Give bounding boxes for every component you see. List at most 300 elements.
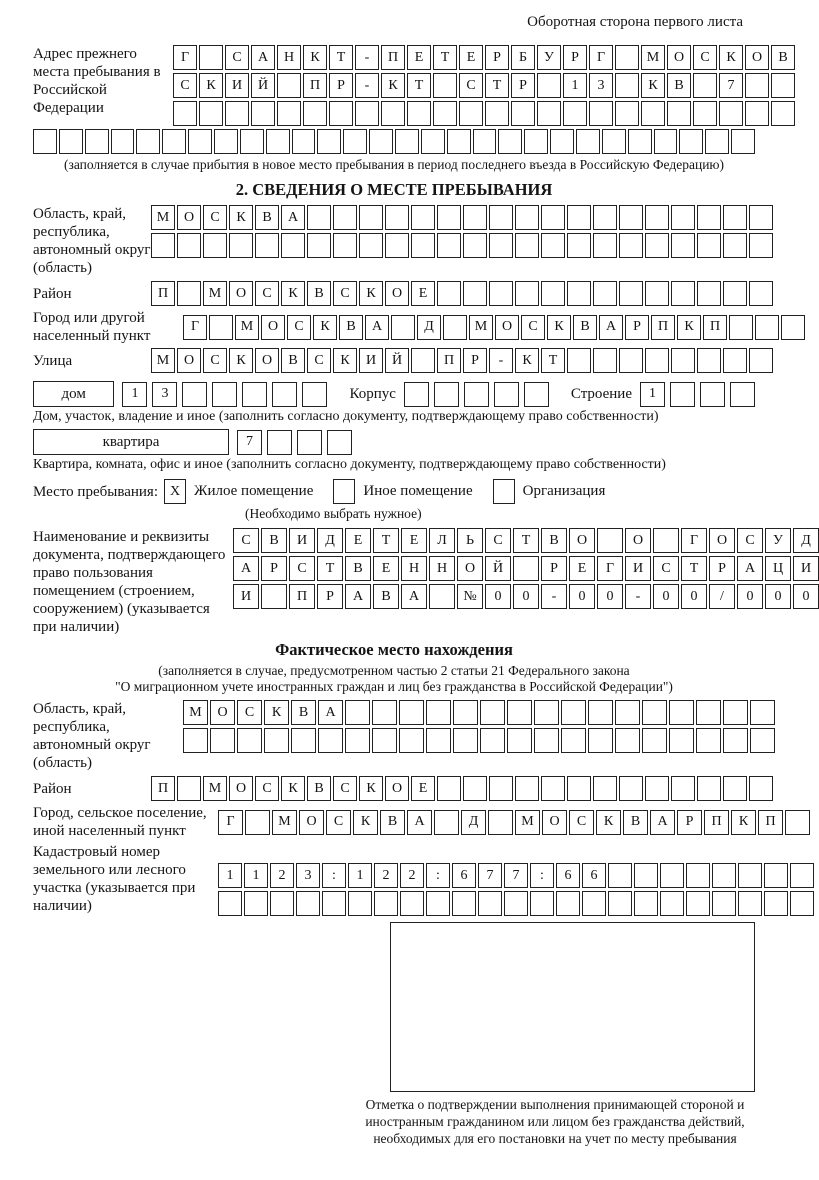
char-box[interactable] [437, 205, 461, 230]
char-box[interactable]: О [385, 281, 409, 306]
char-box[interactable]: 0 [597, 584, 623, 609]
char-box[interactable] [489, 233, 513, 258]
char-box[interactable]: А [737, 556, 763, 581]
char-box[interactable]: Е [345, 528, 371, 553]
char-box[interactable] [749, 281, 773, 306]
char-box[interactable]: В [380, 810, 405, 835]
char-box[interactable] [749, 776, 773, 801]
char-box[interactable] [453, 700, 478, 725]
char-box[interactable] [359, 233, 383, 258]
char-box[interactable] [199, 101, 223, 126]
char-box[interactable]: О [177, 348, 201, 373]
char-box[interactable]: В [307, 281, 331, 306]
char-box[interactable] [494, 382, 519, 407]
char-box[interactable] [218, 891, 242, 916]
char-box[interactable] [524, 129, 548, 154]
char-box[interactable] [151, 233, 175, 258]
char-box[interactable]: К [677, 315, 701, 340]
char-box[interactable]: - [541, 584, 567, 609]
char-box[interactable] [447, 129, 471, 154]
char-box[interactable] [593, 776, 617, 801]
char-box[interactable]: С [255, 776, 279, 801]
char-box[interactable] [567, 776, 591, 801]
char-box[interactable]: С [693, 45, 717, 70]
char-box[interactable]: Г [218, 810, 243, 835]
char-box[interactable]: У [537, 45, 561, 70]
char-box[interactable] [429, 584, 455, 609]
char-box[interactable] [485, 101, 509, 126]
char-box[interactable] [719, 101, 743, 126]
char-box[interactable] [209, 315, 233, 340]
char-box[interactable]: И [625, 556, 651, 581]
char-box[interactable]: И [289, 528, 315, 553]
char-box[interactable]: Е [569, 556, 595, 581]
char-box[interactable] [593, 233, 617, 258]
char-box[interactable]: К [229, 348, 253, 373]
char-box[interactable] [369, 129, 393, 154]
char-box[interactable]: Н [277, 45, 301, 70]
char-box[interactable] [266, 129, 290, 154]
char-box[interactable] [723, 205, 747, 230]
char-box[interactable] [411, 348, 435, 373]
char-box[interactable] [524, 382, 549, 407]
char-box[interactable] [723, 700, 748, 725]
char-box[interactable]: 0 [569, 584, 595, 609]
char-box[interactable] [693, 101, 717, 126]
char-box[interactable]: В [345, 556, 371, 581]
char-box[interactable] [541, 205, 565, 230]
char-box[interactable] [426, 728, 451, 753]
char-box[interactable]: С [459, 73, 483, 98]
char-box[interactable] [229, 233, 253, 258]
char-box[interactable]: К [281, 776, 305, 801]
char-box[interactable] [790, 863, 814, 888]
char-box[interactable] [463, 233, 487, 258]
char-box[interactable]: Е [401, 528, 427, 553]
char-box[interactable]: - [355, 45, 379, 70]
char-box[interactable] [478, 891, 502, 916]
char-box[interactable] [588, 700, 613, 725]
char-box[interactable]: Н [429, 556, 455, 581]
char-box[interactable]: Р [541, 556, 567, 581]
char-box[interactable] [671, 776, 695, 801]
char-box[interactable] [697, 776, 721, 801]
char-box[interactable]: 3 [152, 382, 177, 407]
char-box[interactable] [696, 728, 721, 753]
char-box[interactable] [693, 73, 717, 98]
char-box[interactable]: 0 [681, 584, 707, 609]
char-box[interactable]: О [457, 556, 483, 581]
char-box[interactable]: С [255, 281, 279, 306]
char-box[interactable]: К [353, 810, 378, 835]
char-box[interactable] [619, 233, 643, 258]
char-box[interactable]: А [251, 45, 275, 70]
char-box[interactable]: С [173, 73, 197, 98]
char-box[interactable] [433, 73, 457, 98]
char-box[interactable]: Ь [457, 528, 483, 553]
char-box[interactable]: 0 [513, 584, 539, 609]
char-box[interactable] [277, 73, 301, 98]
char-box[interactable] [333, 233, 357, 258]
char-box[interactable] [404, 382, 429, 407]
char-box[interactable] [322, 891, 346, 916]
char-box[interactable] [619, 348, 643, 373]
char-box[interactable]: П [303, 73, 327, 98]
char-box[interactable] [267, 430, 292, 455]
char-box[interactable] [372, 728, 397, 753]
char-box[interactable] [489, 281, 513, 306]
char-box[interactable]: В [623, 810, 648, 835]
char-box[interactable] [764, 863, 788, 888]
char-box[interactable]: С [485, 528, 511, 553]
char-box[interactable] [563, 101, 587, 126]
char-box[interactable]: Е [411, 281, 435, 306]
char-box[interactable]: Б [511, 45, 535, 70]
char-box[interactable]: О [177, 205, 201, 230]
char-box[interactable] [372, 700, 397, 725]
char-box[interactable] [619, 281, 643, 306]
char-box[interactable]: О [495, 315, 519, 340]
char-box[interactable] [463, 205, 487, 230]
char-box[interactable]: 2 [374, 863, 398, 888]
char-box[interactable] [421, 129, 445, 154]
char-box[interactable] [730, 382, 755, 407]
char-box[interactable] [576, 129, 600, 154]
char-box[interactable]: Т [373, 528, 399, 553]
char-box[interactable]: - [625, 584, 651, 609]
char-box[interactable]: Д [417, 315, 441, 340]
char-box[interactable]: В [541, 528, 567, 553]
char-box[interactable]: Р [625, 315, 649, 340]
char-box[interactable] [385, 205, 409, 230]
char-box[interactable] [515, 776, 539, 801]
char-box[interactable]: К [333, 348, 357, 373]
char-box[interactable] [272, 382, 297, 407]
char-box[interactable] [567, 205, 591, 230]
char-box[interactable] [464, 382, 489, 407]
char-box[interactable] [459, 101, 483, 126]
char-box[interactable] [667, 101, 691, 126]
char-box[interactable] [434, 382, 459, 407]
char-box[interactable]: А [281, 205, 305, 230]
char-box[interactable] [345, 728, 370, 753]
char-box[interactable]: Г [589, 45, 613, 70]
char-box[interactable] [550, 129, 574, 154]
char-box[interactable] [671, 205, 695, 230]
char-box[interactable]: Р [317, 584, 343, 609]
char-box[interactable]: О [229, 281, 253, 306]
char-box[interactable] [281, 233, 305, 258]
char-box[interactable] [513, 556, 539, 581]
char-box[interactable]: П [758, 810, 783, 835]
char-box[interactable] [242, 382, 267, 407]
char-box[interactable] [785, 810, 810, 835]
char-box[interactable] [749, 348, 773, 373]
char-box[interactable]: В [291, 700, 316, 725]
char-box[interactable]: Ц [765, 556, 791, 581]
char-box[interactable] [588, 728, 613, 753]
char-box[interactable]: Т [317, 556, 343, 581]
char-box[interactable] [619, 776, 643, 801]
char-box[interactable]: О [299, 810, 324, 835]
char-box[interactable]: П [381, 45, 405, 70]
char-box[interactable] [593, 281, 617, 306]
char-box[interactable]: С [521, 315, 545, 340]
char-box[interactable]: № [457, 584, 483, 609]
char-box[interactable] [400, 891, 424, 916]
char-box[interactable] [296, 891, 320, 916]
char-box[interactable]: О [569, 528, 595, 553]
char-box[interactable]: К [313, 315, 337, 340]
char-box[interactable] [723, 776, 747, 801]
char-box[interactable] [329, 101, 353, 126]
char-box[interactable]: 7 [504, 863, 528, 888]
char-box[interactable] [261, 584, 287, 609]
char-box[interactable]: П [703, 315, 727, 340]
char-box[interactable]: Д [461, 810, 486, 835]
char-box[interactable] [771, 73, 795, 98]
char-box[interactable]: Р [485, 45, 509, 70]
char-box[interactable] [642, 700, 667, 725]
char-box[interactable]: 0 [765, 584, 791, 609]
char-box[interactable] [473, 129, 497, 154]
char-box[interactable] [395, 129, 419, 154]
char-box[interactable]: К [731, 810, 756, 835]
char-box[interactable] [541, 776, 565, 801]
char-box[interactable] [203, 233, 227, 258]
char-box[interactable] [634, 891, 658, 916]
char-box[interactable] [212, 382, 237, 407]
char-box[interactable]: 1 [563, 73, 587, 98]
char-box[interactable]: Р [261, 556, 287, 581]
char-box[interactable] [407, 101, 431, 126]
stay-type-checkbox-residential[interactable]: X [164, 479, 186, 504]
char-box[interactable] [381, 101, 405, 126]
char-box[interactable] [790, 891, 814, 916]
char-box[interactable]: П [151, 281, 175, 306]
char-box[interactable]: С [653, 556, 679, 581]
char-box[interactable] [399, 728, 424, 753]
char-box[interactable] [745, 73, 769, 98]
char-box[interactable] [515, 233, 539, 258]
char-box[interactable]: С [307, 348, 331, 373]
char-box[interactable] [177, 776, 201, 801]
char-box[interactable] [700, 382, 725, 407]
char-box[interactable]: Т [407, 73, 431, 98]
char-box[interactable] [225, 101, 249, 126]
char-box[interactable] [615, 728, 640, 753]
char-box[interactable] [781, 315, 805, 340]
char-box[interactable] [642, 728, 667, 753]
char-box[interactable] [645, 205, 669, 230]
char-box[interactable]: К [596, 810, 621, 835]
char-box[interactable] [177, 281, 201, 306]
char-box[interactable] [541, 281, 565, 306]
char-box[interactable] [251, 101, 275, 126]
char-box[interactable]: М [183, 700, 208, 725]
char-box[interactable] [671, 281, 695, 306]
char-box[interactable]: О [210, 700, 235, 725]
char-box[interactable] [240, 129, 264, 154]
char-box[interactable] [214, 129, 238, 154]
char-box[interactable] [111, 129, 135, 154]
char-box[interactable]: С [203, 205, 227, 230]
char-box[interactable] [303, 101, 327, 126]
char-box[interactable]: С [237, 700, 262, 725]
char-box[interactable]: О [745, 45, 769, 70]
char-box[interactable] [480, 728, 505, 753]
char-box[interactable] [318, 728, 343, 753]
char-box[interactable]: А [401, 584, 427, 609]
char-box[interactable] [645, 281, 669, 306]
char-box[interactable]: В [573, 315, 597, 340]
char-box[interactable]: Й [385, 348, 409, 373]
char-box[interactable]: К [515, 348, 539, 373]
char-box[interactable]: Н [401, 556, 427, 581]
char-box[interactable] [443, 315, 467, 340]
char-box[interactable] [561, 700, 586, 725]
char-box[interactable] [333, 205, 357, 230]
char-box[interactable] [188, 129, 212, 154]
char-box[interactable] [453, 728, 478, 753]
char-box[interactable] [348, 891, 372, 916]
char-box[interactable] [615, 73, 639, 98]
char-box[interactable] [359, 205, 383, 230]
char-box[interactable] [85, 129, 109, 154]
char-box[interactable]: 6 [582, 863, 606, 888]
char-box[interactable]: И [233, 584, 259, 609]
char-box[interactable]: М [272, 810, 297, 835]
char-box[interactable]: С [225, 45, 249, 70]
char-box[interactable]: Е [411, 776, 435, 801]
char-box[interactable]: М [235, 315, 259, 340]
char-box[interactable] [255, 233, 279, 258]
char-box[interactable]: / [709, 584, 735, 609]
char-box[interactable] [723, 233, 747, 258]
char-box[interactable]: К [359, 776, 383, 801]
char-box[interactable] [749, 205, 773, 230]
char-box[interactable] [669, 700, 694, 725]
char-box[interactable]: К [281, 281, 305, 306]
char-box[interactable]: : [322, 863, 346, 888]
char-box[interactable] [433, 101, 457, 126]
char-box[interactable] [697, 281, 721, 306]
char-box[interactable]: М [203, 776, 227, 801]
char-box[interactable]: О [542, 810, 567, 835]
char-box[interactable] [391, 315, 415, 340]
stay-type-checkbox-other[interactable] [333, 479, 355, 504]
char-box[interactable]: К [719, 45, 743, 70]
char-box[interactable] [374, 891, 398, 916]
char-box[interactable] [615, 45, 639, 70]
char-box[interactable]: В [339, 315, 363, 340]
char-box[interactable]: К [641, 73, 665, 98]
char-box[interactable]: К [229, 205, 253, 230]
char-box[interactable]: 6 [452, 863, 476, 888]
char-box[interactable] [355, 101, 379, 126]
char-box[interactable]: 0 [737, 584, 763, 609]
char-box[interactable] [327, 430, 352, 455]
char-box[interactable]: 6 [556, 863, 580, 888]
char-box[interactable]: В [255, 205, 279, 230]
char-box[interactable] [738, 891, 762, 916]
char-box[interactable]: В [373, 584, 399, 609]
char-box[interactable]: С [737, 528, 763, 553]
char-box[interactable]: К [303, 45, 327, 70]
char-box[interactable] [345, 700, 370, 725]
char-box[interactable]: Р [563, 45, 587, 70]
char-box[interactable]: Й [251, 73, 275, 98]
char-box[interactable] [628, 129, 652, 154]
char-box[interactable] [136, 129, 160, 154]
char-box[interactable] [489, 776, 513, 801]
char-box[interactable]: - [489, 348, 513, 373]
char-box[interactable]: И [793, 556, 819, 581]
char-box[interactable] [463, 776, 487, 801]
char-box[interactable]: О [261, 315, 285, 340]
char-box[interactable]: Г [173, 45, 197, 70]
char-box[interactable]: 7 [237, 430, 262, 455]
char-box[interactable] [199, 45, 223, 70]
char-box[interactable]: Г [681, 528, 707, 553]
char-box[interactable] [671, 233, 695, 258]
char-box[interactable] [537, 101, 561, 126]
char-box[interactable] [755, 315, 779, 340]
char-box[interactable] [764, 891, 788, 916]
char-box[interactable] [343, 129, 367, 154]
char-box[interactable]: С [326, 810, 351, 835]
char-box[interactable] [426, 891, 450, 916]
char-box[interactable] [182, 382, 207, 407]
char-box[interactable] [582, 891, 606, 916]
char-box[interactable]: А [233, 556, 259, 581]
char-box[interactable]: 3 [296, 863, 320, 888]
char-box[interactable] [488, 810, 513, 835]
char-box[interactable]: С [203, 348, 227, 373]
char-box[interactable]: П [704, 810, 729, 835]
char-box[interactable]: Г [597, 556, 623, 581]
char-box[interactable]: 2 [270, 863, 294, 888]
char-box[interactable] [660, 863, 684, 888]
char-box[interactable]: П [651, 315, 675, 340]
char-box[interactable] [162, 129, 186, 154]
char-box[interactable] [567, 348, 591, 373]
char-box[interactable] [437, 776, 461, 801]
char-box[interactable]: М [151, 205, 175, 230]
char-box[interactable]: : [426, 863, 450, 888]
char-box[interactable] [59, 129, 83, 154]
char-box[interactable] [507, 728, 532, 753]
char-box[interactable] [686, 891, 710, 916]
char-box[interactable] [697, 205, 721, 230]
char-box[interactable] [653, 528, 679, 553]
char-box[interactable] [731, 129, 755, 154]
char-box[interactable] [679, 129, 703, 154]
char-box[interactable]: Д [317, 528, 343, 553]
char-box[interactable] [567, 281, 591, 306]
char-box[interactable] [729, 315, 753, 340]
char-box[interactable] [697, 348, 721, 373]
char-box[interactable]: О [625, 528, 651, 553]
char-box[interactable]: О [229, 776, 253, 801]
char-box[interactable]: Е [407, 45, 431, 70]
char-box[interactable]: Й [485, 556, 511, 581]
char-box[interactable]: Р [329, 73, 353, 98]
char-box[interactable]: Т [485, 73, 509, 98]
char-box[interactable]: Т [541, 348, 565, 373]
char-box[interactable] [480, 700, 505, 725]
char-box[interactable]: М [641, 45, 665, 70]
